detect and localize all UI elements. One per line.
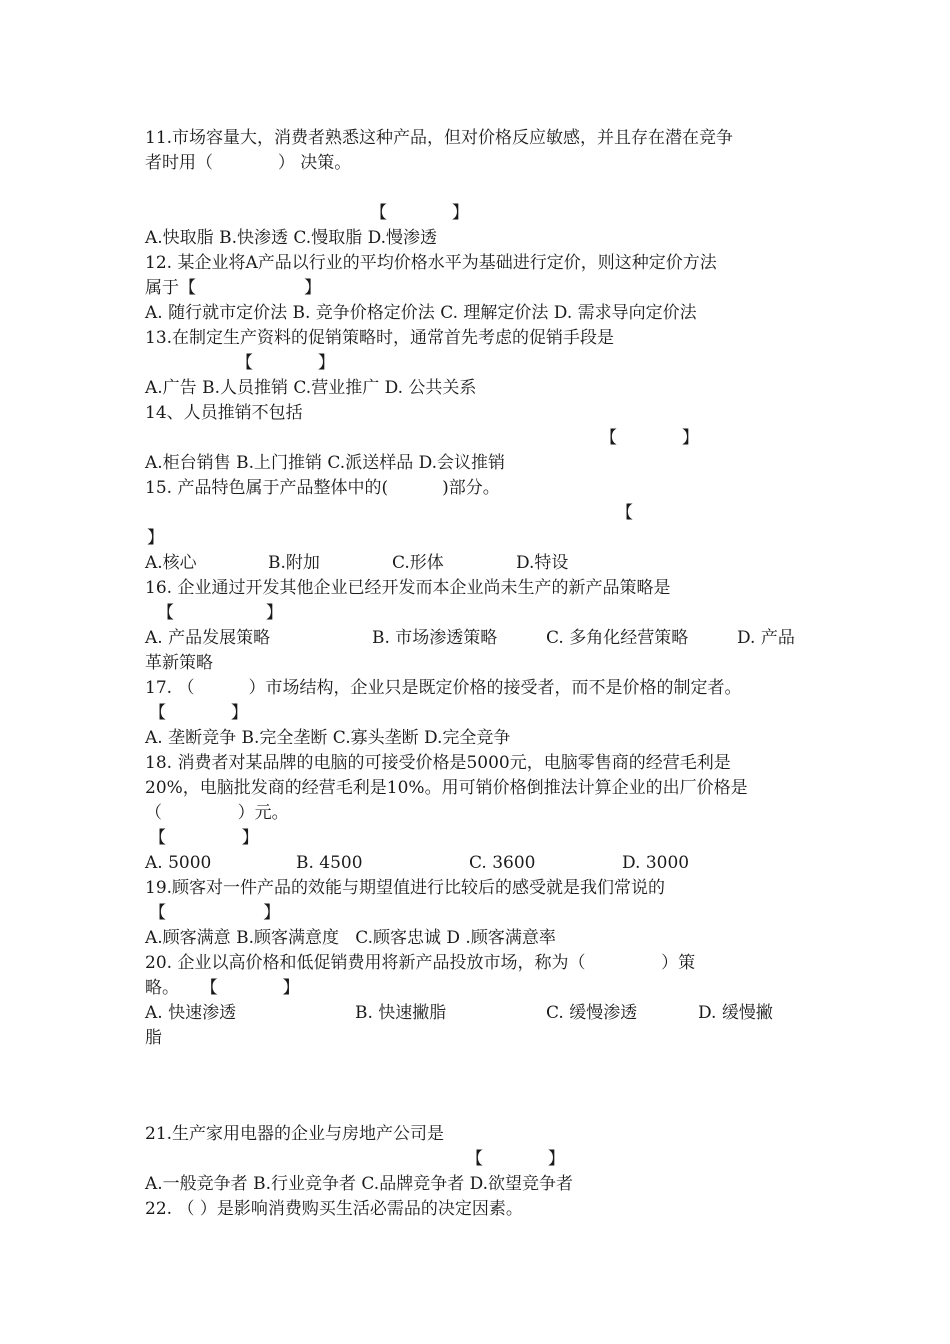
question-16-text: 16. 企业通过开发其他企业已经开发而本企业尚未生产的新产品策略是	[145, 578, 671, 598]
question-20-text-cont: 略。 【 】	[145, 978, 300, 998]
question-12-text-cont: 属于【 】	[145, 278, 322, 298]
question-18-option-b: B. 4500	[296, 853, 363, 873]
question-19-text: 19.顾客对一件产品的效能与期望值进行比较后的感受就是我们常说的	[145, 878, 666, 898]
question-15-option-d: D.特设	[516, 553, 569, 573]
answer-bracket-14: 【 】	[600, 428, 699, 448]
question-18-option-d: D. 3000	[622, 853, 690, 873]
answer-bracket-19: 【 】	[149, 903, 281, 923]
answer-bracket-13: 【 】	[236, 353, 335, 373]
question-18-option-c: C. 3600	[469, 853, 536, 873]
question-14-text: 14、人员推销不包括	[145, 403, 303, 423]
question-15-option-b: B.附加	[268, 553, 320, 573]
question-20-option-d-cont: 脂	[145, 1028, 162, 1048]
question-11-text-cont: 者时用（ ） 决策。	[145, 153, 352, 173]
question-14-options: A.柜台销售 B.上门推销 C.派送样品 D.会议推销	[145, 453, 506, 473]
question-13-text: 13.在制定生产资料的促销策略时，通常首先考虑的促销手段是	[145, 328, 615, 348]
answer-bracket-15-open: 【	[616, 503, 633, 523]
question-16-option-d: D. 产品	[737, 628, 795, 648]
question-11-text: 11.市场容量大，消费者熟悉这种产品，但对价格反应敏感，并且存在潜在竞争	[145, 128, 734, 148]
question-12-options: A. 随行就市定价法 B. 竞争价格定价法 C. 理解定价法 D. 需求导向定价法	[145, 303, 697, 323]
question-20-option-d: D. 缓慢撇	[698, 1003, 773, 1023]
question-18-text-cont: 20%，电脑批发商的经营毛利是10%。用可销价格倒推法计算企业的出厂价格是	[145, 778, 748, 798]
question-20-option-b: B. 快速撇脂	[355, 1003, 447, 1023]
question-15-option-a: A.核心	[145, 553, 197, 573]
question-15-option-c: C.形体	[392, 553, 444, 573]
answer-bracket-21: 【 】	[466, 1149, 565, 1169]
question-20-text: 20. 企业以高价格和低促销费用将新产品投放市场，称为（ ）策	[145, 953, 696, 973]
question-20-option-c: C. 缓慢渗透	[546, 1003, 638, 1023]
question-11-options: A.快取脂 B.快渗透 C.慢取脂 D.慢渗透	[145, 228, 438, 248]
question-12-text: 12. 某企业将A产品以行业的平均价格水平为基础进行定价，则这种定价方法	[145, 253, 717, 273]
question-16-option-a: A. 产品发展策略	[145, 628, 271, 648]
question-22-text: 22. （ ）是影响消费购买生活必需品的决定因素。	[145, 1199, 523, 1219]
question-18-option-a: A. 5000	[145, 853, 212, 873]
answer-bracket-15-close: 】	[147, 528, 164, 548]
question-18-text: 18. 消费者对某品牌的电脑的可接受价格是5000元，电脑零售商的经营毛利是	[145, 753, 731, 773]
question-16-option-d-cont: 革新策略	[145, 653, 213, 673]
question-21-text: 21.生产家用电器的企业与房地产公司是	[145, 1124, 445, 1144]
question-20-option-a: A. 快速渗透	[145, 1003, 237, 1023]
answer-bracket-11: 【 】	[370, 203, 469, 223]
question-18-text-cont2: （ ）元。	[145, 803, 289, 823]
question-16-option-c: C. 多角化经营策略	[546, 628, 689, 648]
question-13-options: A.广告 B.人员推销 C.营业推广 D. 公共关系	[145, 378, 477, 398]
answer-bracket-17: 【 】	[149, 703, 248, 723]
answer-bracket-16: 【 】	[157, 603, 283, 623]
question-19-options: A.顾客满意 B.顾客满意度 C.顾客忠诚 D .顾客满意率	[145, 928, 556, 948]
question-17-text: 17. （ ）市场结构，企业只是既定价格的接受者，而不是价格的制定者。	[145, 678, 742, 698]
question-15-text: 15. 产品特色属于产品整体中的( )部分。	[145, 478, 500, 498]
question-21-options: A.一般竞争者 B.行业竞争者 C.品牌竞争者 D.欲望竞争者	[145, 1174, 574, 1194]
question-16-option-b: B. 市场渗透策略	[372, 628, 498, 648]
answer-bracket-18: 【 】	[149, 828, 259, 848]
question-17-options: A. 垄断竞争 B.完全垄断 C.寡头垄断 D.完全竞争	[145, 728, 511, 748]
